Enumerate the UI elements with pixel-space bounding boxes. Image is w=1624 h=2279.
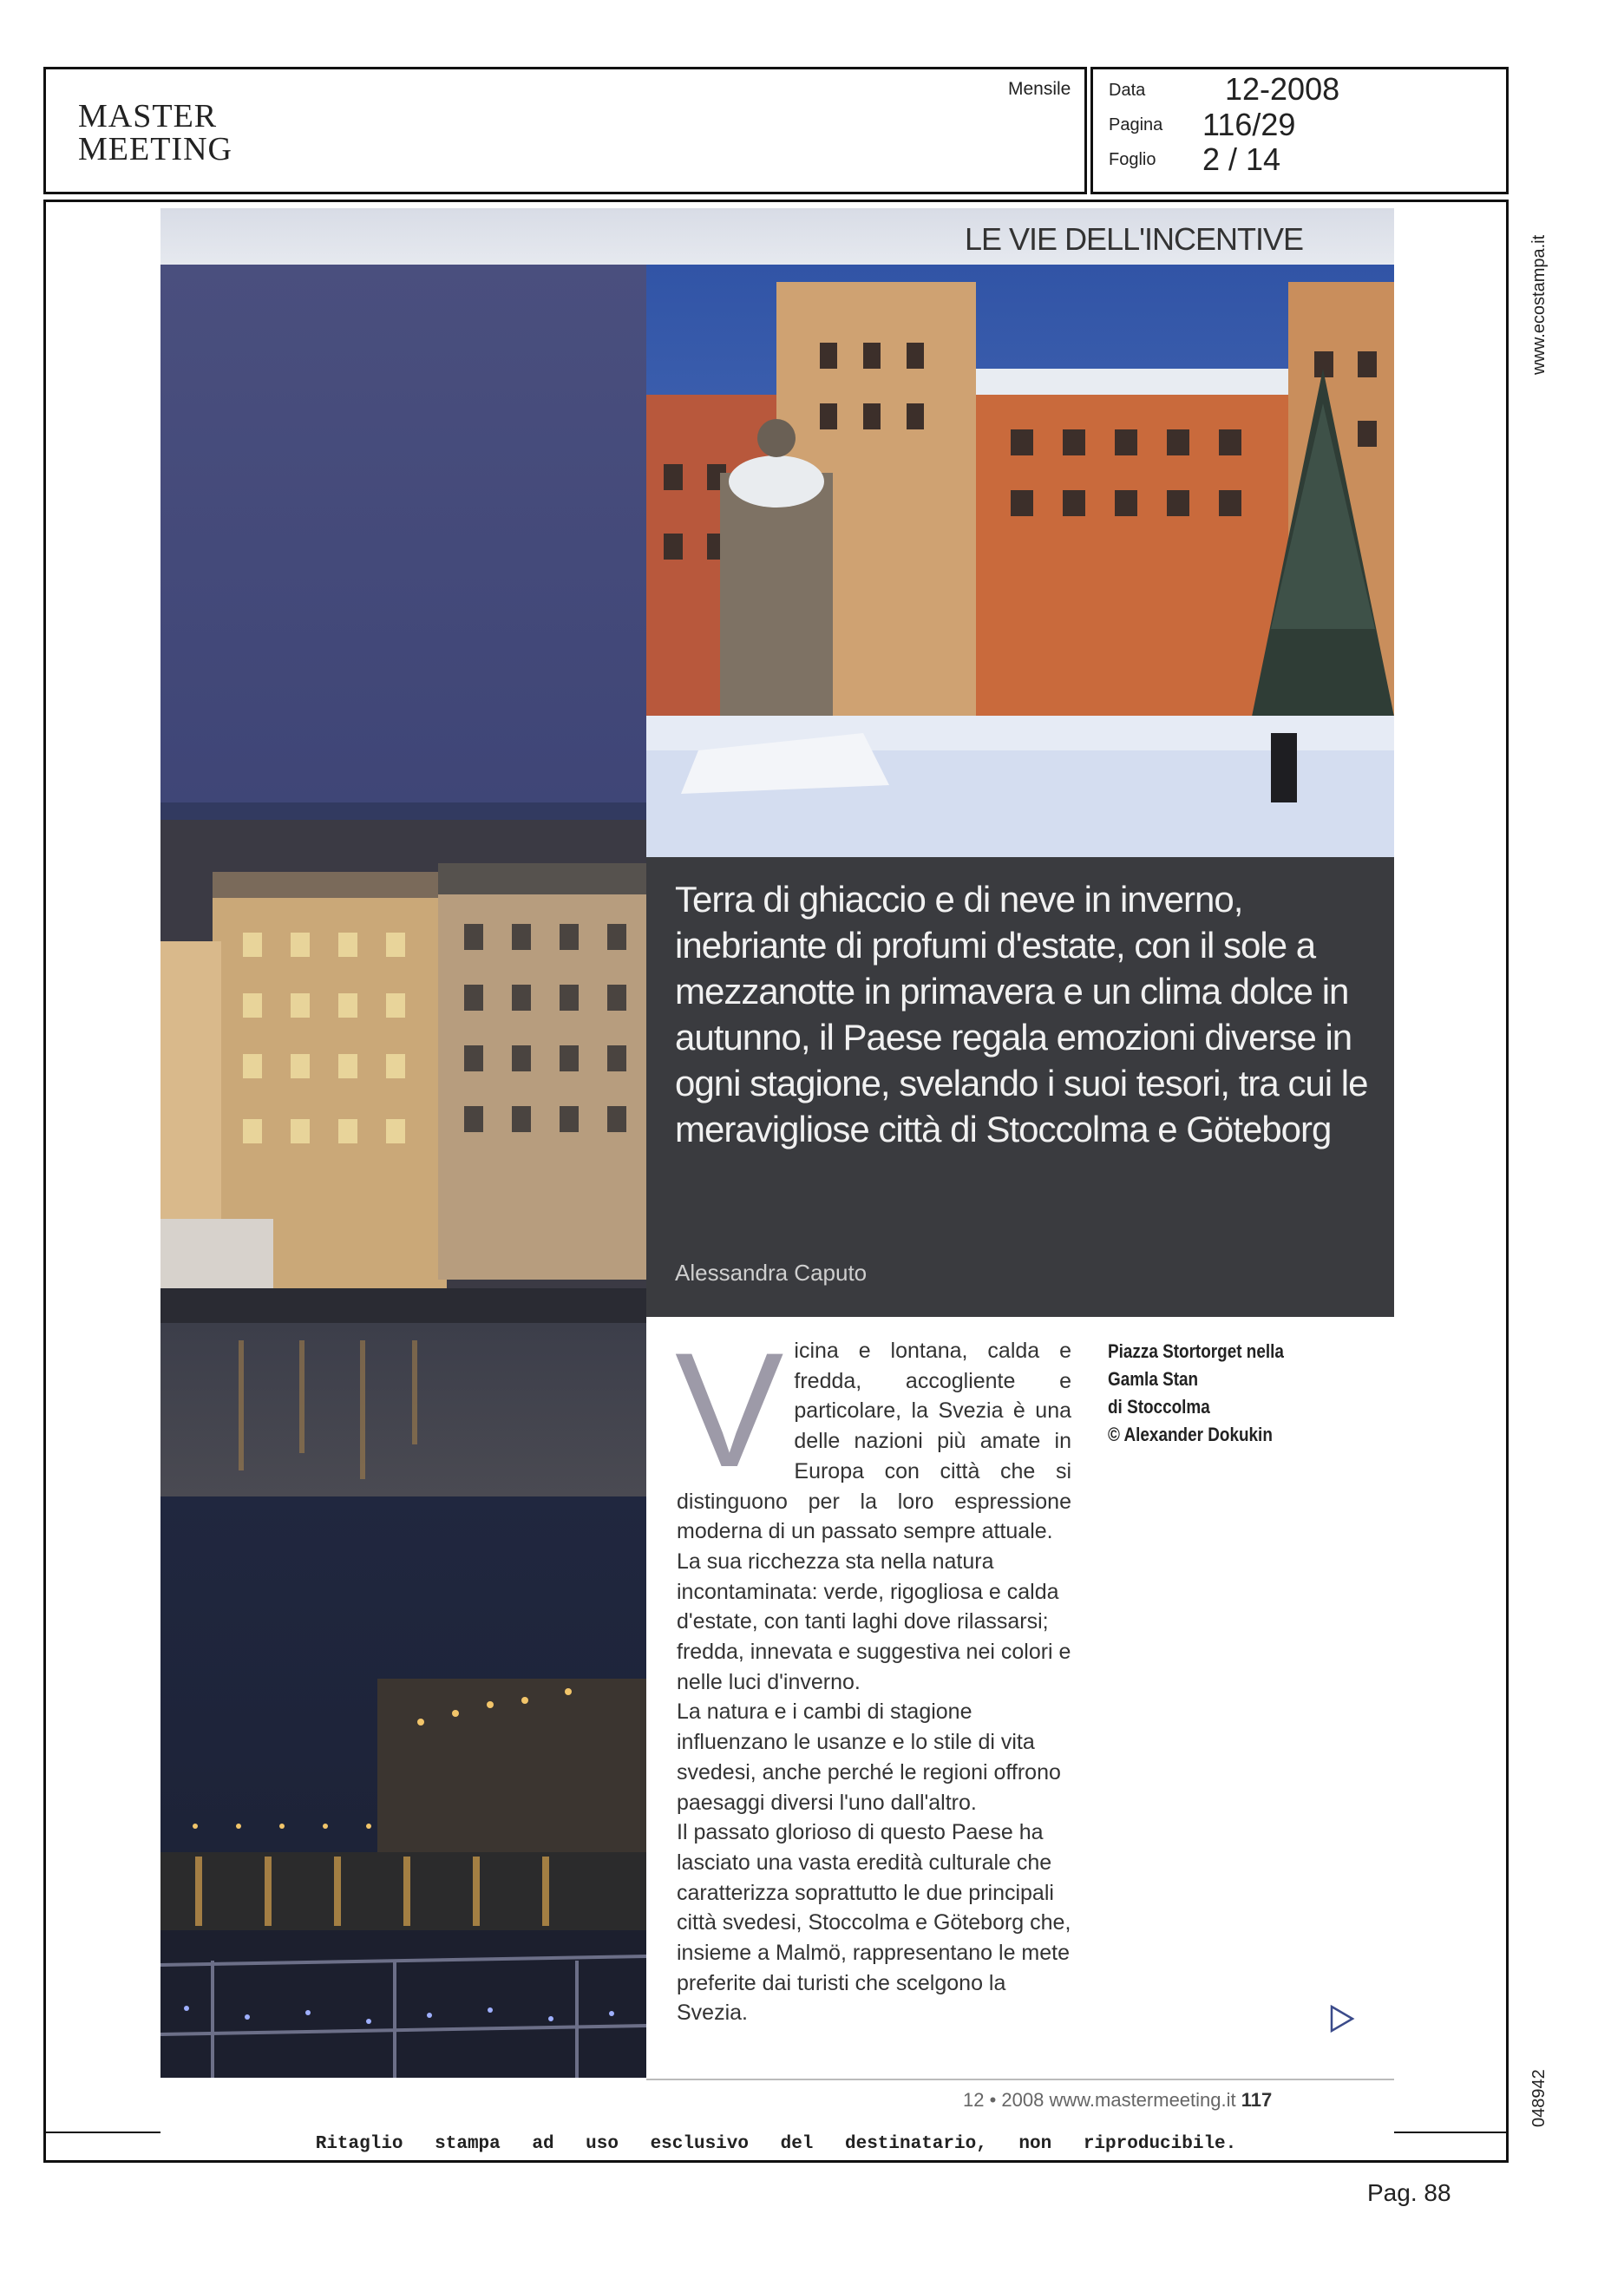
magazine-folio: 12 • 2008 www.mastermeeting.it 117 bbox=[963, 2089, 1273, 2111]
reproduction-disclaimer: Ritaglio stampa ad uso esclusivo del destinatario, non riproducibile. bbox=[315, 2134, 1237, 2154]
page-rule bbox=[646, 2079, 1394, 2080]
sheet-value: 2 / 14 bbox=[1202, 141, 1281, 177]
side-website: www.ecostampa.it bbox=[1529, 234, 1549, 375]
date-label: Data bbox=[1109, 81, 1146, 100]
photo-stockholm-waterfront bbox=[160, 265, 646, 2078]
article-lead: Terra di ghiaccio e di neve in inverno, inebriante di profumi d'estate, con il sole a mezzanotte in primavera e un clima dolce in autunno, il Paese regala emozioni diverse in ogni stagione, svelando i suoi tesori, tra cui le meravigliose città di Stoccolma e Göteborg bbox=[675, 879, 1368, 1149]
footer-rule-left bbox=[43, 2132, 160, 2133]
publication-logo: MASTER MEETING bbox=[78, 98, 232, 167]
article-author: Alessandra Caputo bbox=[675, 1260, 868, 1286]
frequency-label: Mensile bbox=[1008, 79, 1071, 99]
body-paragraph-1: Vicina e lontana, calda e fredda, accogliente e particolare, la Svezia è una delle nazioni più amate in Europa con città che si distinguono per la loro espressione moderna di un passato sempre attuale. bbox=[675, 1319, 1071, 1544]
waterfront-illustration bbox=[160, 265, 646, 2078]
article-body bbox=[675, 1319, 1071, 2028]
play-triangle-icon bbox=[1329, 2004, 1355, 2033]
archive-page-number: Pag. 88 bbox=[1367, 2179, 1451, 2206]
photo-caption: Piazza Stortorget nella Gamla Stan di Stoccolma © Alexander Dokukin bbox=[1108, 1340, 1284, 1445]
body-paragraph-4: Il passato glorioso di questo Paese ha lasciato una vasta eredità culturale che caratterizza soprattutto le due principali città svedesi, Stoccolma e Göteborg che, insieme a Malmö, rappresentano le mete preferite dai turisti che scelgono la Svezia. bbox=[677, 1820, 1071, 2026]
page-value: 116/29 bbox=[1202, 107, 1296, 142]
section-title: LE VIE DELL'INCENTIVE bbox=[965, 221, 1304, 257]
photo-stortorget bbox=[646, 265, 1394, 857]
body-paragraph-3: La natura e i cambi di stagione influenzano le usanze e lo stile di vita svedesi, anche perché le regioni offrono paesaggi diversi l'uno dall'altro. bbox=[677, 1699, 1061, 1815]
side-code: 048942 bbox=[1529, 2069, 1549, 2127]
footer-rule-right bbox=[1394, 2132, 1509, 2133]
sheet-label: Foglio bbox=[1109, 150, 1156, 169]
drop-cap: V bbox=[675, 1319, 784, 1501]
date-value: 12-2008 bbox=[1225, 71, 1340, 107]
body-paragraph-2: La sua ricchezza sta nella natura incontaminata: verde, rigogliosa e calda d'estate, con tanti laghi dove rilassarsi; fredda, innevata e suggestiva nei colori e nelle luci d'inverno. bbox=[677, 1549, 1071, 1694]
page-label: Pagina bbox=[1109, 115, 1163, 134]
stortorget-illustration bbox=[646, 265, 1394, 857]
